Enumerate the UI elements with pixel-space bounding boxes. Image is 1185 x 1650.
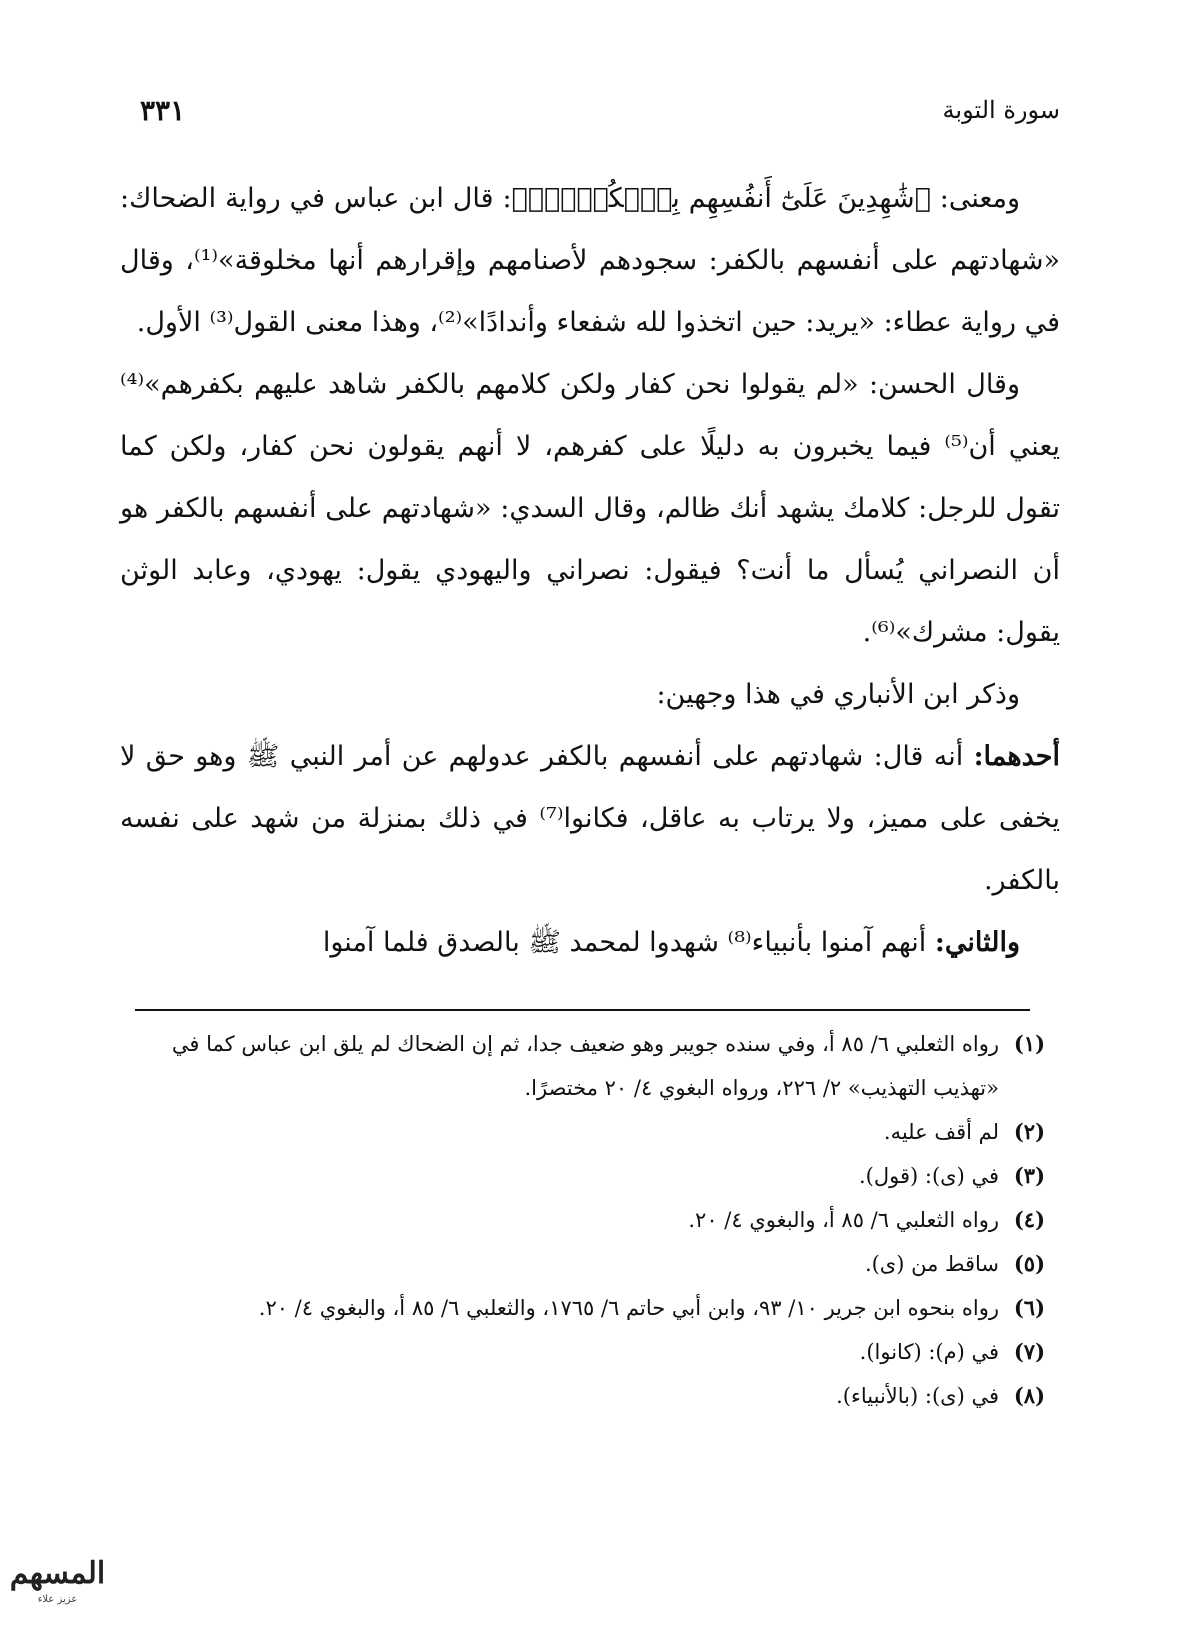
footnote [110, 1374, 1045, 1418]
footnote [110, 1242, 1045, 1286]
footnote-number: (٤) [1013, 1207, 1045, 1232]
footnote-number: (٧) [1013, 1339, 1045, 1364]
footnote [110, 1110, 1045, 1154]
paragraph-lead: والثاني: [934, 927, 1020, 958]
library-watermark-logo [10, 1555, 105, 1627]
paragraph-text: أنهم آمنوا بأنبياء⁽⁸⁾ شهدوا لمحمد ﷺ بالصدق فلما آمنوا [322, 927, 935, 958]
paragraph-lead: أحدهما: [973, 741, 1060, 772]
footnotes [110, 1022, 1045, 1418]
footnote-text: لم أقف عليه. [883, 1120, 999, 1144]
footnote-text: في (ى): (بالأنبياء). [836, 1384, 999, 1408]
footnote-text: في (م): (كانوا). [859, 1340, 999, 1364]
footnote [110, 1154, 1045, 1198]
watermark-main-text: المسهم [9, 1556, 106, 1591]
footnote [110, 1198, 1045, 1242]
footnote-text: في (ى): (قول). [859, 1164, 999, 1188]
footnote [110, 1022, 1045, 1110]
footnote-number: (٥) [1013, 1251, 1045, 1276]
footnote-number: (٣) [1013, 1163, 1045, 1188]
footnote-number: (١) [1013, 1031, 1045, 1056]
page-number: ٣٣١ [140, 93, 186, 127]
footnote [110, 1286, 1045, 1330]
footnote [110, 1330, 1045, 1374]
paragraph [120, 168, 1060, 354]
paragraph-text: وقال الحسن: «لم يقولوا نحن كفار ولكن كلامهم بالكفر شاهد عليهم بكفرهم»⁽⁴⁾ يعني أن⁽⁵⁾ فيما يخبرون به دليلًا على كفرهم، لا أنهم يقولون نحن كفار، ولكن كما تقول للرجل: كلامك يشهد أنك ظالم، وقال السدي: «شهادتهم على أنفسهم بالكفر هو أن النصراني يُسأل ما أنت؟ فيقول: نصراني واليهودي يقول: يهودي، وعابد الوثن يقول: مشرك»⁽⁶⁾. [120, 369, 1060, 648]
main-text [120, 168, 1060, 974]
paragraph-text: ومعنى: ﴿شَٰهِدِينَ عَلَىٰٓ أَنفُسِهِم بِٱلۡكُفۡرِۚ﴾: قال ابن عباس في رواية الضحاك: «شهادتهم على أنفسهم بالكفر: سجودهم لأصنامهم وإقرارهم أنها مخلوقة»⁽¹⁾، وقال في رواية عطاء: «يريد: حين اتخذوا لله شفعاء وأندادًا»⁽²⁾، وهذا معنى القول⁽³⁾ الأول. [120, 183, 1060, 338]
paragraph [120, 912, 1060, 974]
footnote-number: (٨) [1013, 1383, 1045, 1408]
paragraph [120, 726, 1060, 912]
footnote-divider [135, 1009, 1030, 1011]
paragraph [120, 354, 1060, 664]
watermark-sub-text: عزيز علاء [37, 1594, 78, 1605]
paragraph [120, 664, 1060, 726]
paragraph-text: أنه قال: شهادتهم على أنفسهم بالكفر عدولهم عن أمر النبي ﷺ وهو حق لا يخفى على مميز، ولا يرتاب به عاقل، فكانوا⁽⁷⁾ في ذلك بمنزلة من شهد على نفسه بالكفر. [120, 741, 1060, 896]
footnote-number: (٦) [1013, 1295, 1045, 1320]
footnote-text: ساقط من (ى). [864, 1252, 999, 1276]
footnote-text: رواه الثعلبي ٦/ ٨٥ أ، وفي سنده جويبر وهو ضعيف جدا، ثم إن الضحاك لم يلق ابن عباس كما في «تهذيب التهذيب» ٢/ ٢٢٦، ورواه البغوي ٤/ ٢٠ مختصرًا. [171, 1032, 999, 1100]
page-header [140, 88, 1060, 132]
footnote-number: (٢) [1013, 1119, 1045, 1144]
surah-title: سورة التوبة [942, 96, 1060, 124]
paragraph-text: وذكر ابن الأنباري في هذا وجهين: [656, 679, 1020, 710]
footnote-text: رواه بنحوه ابن جرير ١٠/ ٩٣، وابن أبي حاتم ٦/ ١٧٦٥، والثعلبي ٦/ ٨٥ أ، والبغوي ٤/ ٢٠. [258, 1296, 999, 1320]
footnote-text: رواه الثعلبي ٦/ ٨٥ أ، والبغوي ٤/ ٢٠. [688, 1208, 999, 1232]
